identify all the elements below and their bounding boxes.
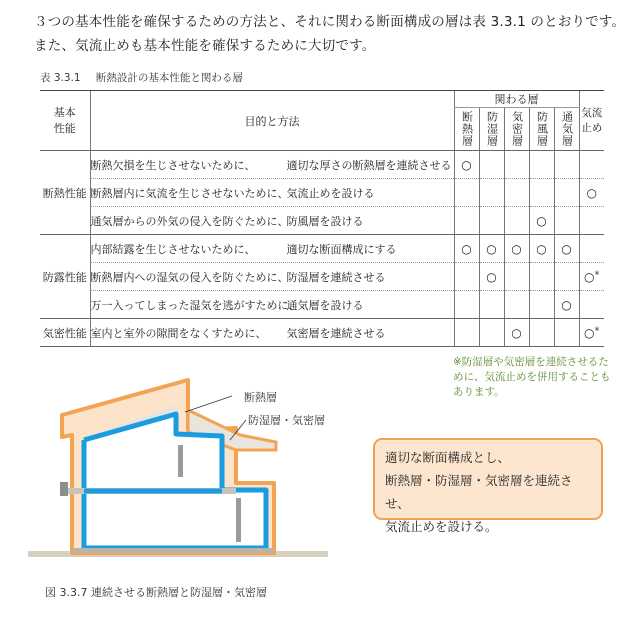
method-text: 防風層を設ける [286,214,364,228]
airstop-mark-cell: ○ [579,179,604,207]
layer-mark-cell: ○ [479,263,504,291]
callout-line: 気流止めを設ける。 [385,519,498,534]
category-cell: 断熱性能 [40,151,90,235]
table-row [40,151,604,179]
foundation [72,548,274,553]
header-layer-3: 防風層 [529,108,554,151]
intro-paragraph: ３つの基本性能を確保するための方法と、それに関わる断面構成の層は表 3.3.1 のとおりです。また、気流止めも基本性能を確保するために大切です。 [34,14,626,54]
layer-mark-cell: ○ [454,235,479,263]
layer-mark-cell: ○ [529,207,554,235]
table-caption [40,70,243,85]
table-caption-title: 断熱設計の基本性能と関わる層 [95,72,243,84]
airstop-mark-cell [579,151,604,179]
airstop-mark-cell: ○※ [579,263,604,291]
callout-line: 断熱層・防湿層・気密層を連続させ、 [385,473,573,511]
airstop-mark-cell [579,235,604,263]
purpose-text: 通気層からの外気の侵入を防ぐために、 [90,214,289,228]
purpose-cell [90,291,454,319]
method-text: 適切な断面構成にする [286,242,397,256]
header-layer-2: 気密層 [504,108,529,151]
layer-mark-cell [504,151,529,179]
layer-mark-cell [504,207,529,235]
purpose-cell [90,235,454,263]
layer-mark-cell [554,319,579,347]
layer-mark-cell [479,179,504,207]
layer-mark-cell [504,291,529,319]
purpose-text: 断熱層内への湿気の侵入を防ぐために、 [90,270,289,284]
purpose-cell [90,263,454,291]
header-layers-group: 関わる層 [454,91,579,108]
layer-mark-cell [454,263,479,291]
layer-mark-cell [529,291,554,319]
table-row [40,319,604,347]
layer-mark-cell [479,319,504,347]
layer-mark-cell: ○ [529,235,554,263]
table-row [40,207,604,235]
table-row [40,263,604,291]
house-cross-section-diagram [0,370,370,575]
purpose-cell [90,319,454,347]
layer-mark-cell [504,179,529,207]
airstop-mark-cell: ○※ [579,319,604,347]
category-cell: 気密性能 [40,319,90,347]
purpose-cell [90,179,454,207]
category-cell: 防露性能 [40,235,90,319]
airstop-mark-cell [579,291,604,319]
balcony-rail [60,482,68,496]
table-row [40,179,604,207]
layer-mark-cell [554,263,579,291]
method-text: 気流止めを設ける [286,186,375,200]
window-upper [178,445,183,477]
layer-mark-cell [504,263,529,291]
layer-mark-cell [479,291,504,319]
header-purpose: 目的と方法 [90,91,454,151]
purpose-cell [90,151,454,179]
header-airstop: 気流 止め [579,91,604,151]
layer-mark-cell [479,207,504,235]
layer-mark-cell: ○ [554,291,579,319]
purpose-text: 内部結露を生じさせないために、 [90,242,256,256]
label-vapor-air-barrier: 防湿層・気密層 [248,414,325,427]
method-text: 通気層を設ける [286,298,364,312]
header-layer-4: 通気層 [554,108,579,151]
method-text: 気密層を連続させる [286,326,386,340]
layer-mark-cell [529,179,554,207]
layer-mark-cell [454,291,479,319]
callout-line: 適切な断面構成とし、 [385,450,511,465]
layer-mark-cell [554,151,579,179]
method-text: 防湿層を連続させる [286,270,386,284]
purpose-cell [90,207,454,235]
leader-insulation [185,396,232,412]
layer-mark-cell [554,207,579,235]
layer-mark-cell [529,263,554,291]
performance-table [40,90,604,347]
purpose-text: 万一入ってしまった湿気を逃がすために、 [90,298,300,312]
layer-mark-cell [454,179,479,207]
layer-mark-cell: ○ [554,235,579,263]
table-row [40,235,604,263]
layer-mark-cell [529,319,554,347]
purpose-text: 断熱欠損を生じさせないために、 [90,158,256,172]
window-lower [236,498,241,542]
airstop-mark-cell [579,207,604,235]
summary-callout [373,438,603,534]
purpose-text: 断熱層内に気流を生じさせないために、 [90,186,289,200]
layer-mark-cell: ○ [504,235,529,263]
table-row [40,291,604,319]
footnote: ※防湿層や気密層を連続させるために、気流止めを併用することもあります。 [453,356,611,398]
layer-mark-cell [529,151,554,179]
layer-mark-cell [454,319,479,347]
header-layer-1: 防湿層 [479,108,504,151]
layer-mark-cell: ○ [479,235,504,263]
header-layer-0: 断熱層 [454,108,479,151]
layer-mark-cell [554,179,579,207]
purpose-text: 室内と室外の隙間をなくすために、 [90,326,267,340]
label-insulation: 断熱層 [244,391,277,404]
table-caption-number: 表 3.3.1 [40,72,81,84]
header-category: 基本 性能 [40,91,90,151]
layer-mark-cell: ○ [454,151,479,179]
method-text: 適切な厚さの断熱層を連続させる [286,158,452,172]
layer-mark-cell [454,207,479,235]
layer-mark-cell: ○ [504,319,529,347]
layer-mark-cell [479,151,504,179]
figure-caption: 図 3.3.7 連続させる断熱層と防湿層・気密層 [45,586,267,599]
